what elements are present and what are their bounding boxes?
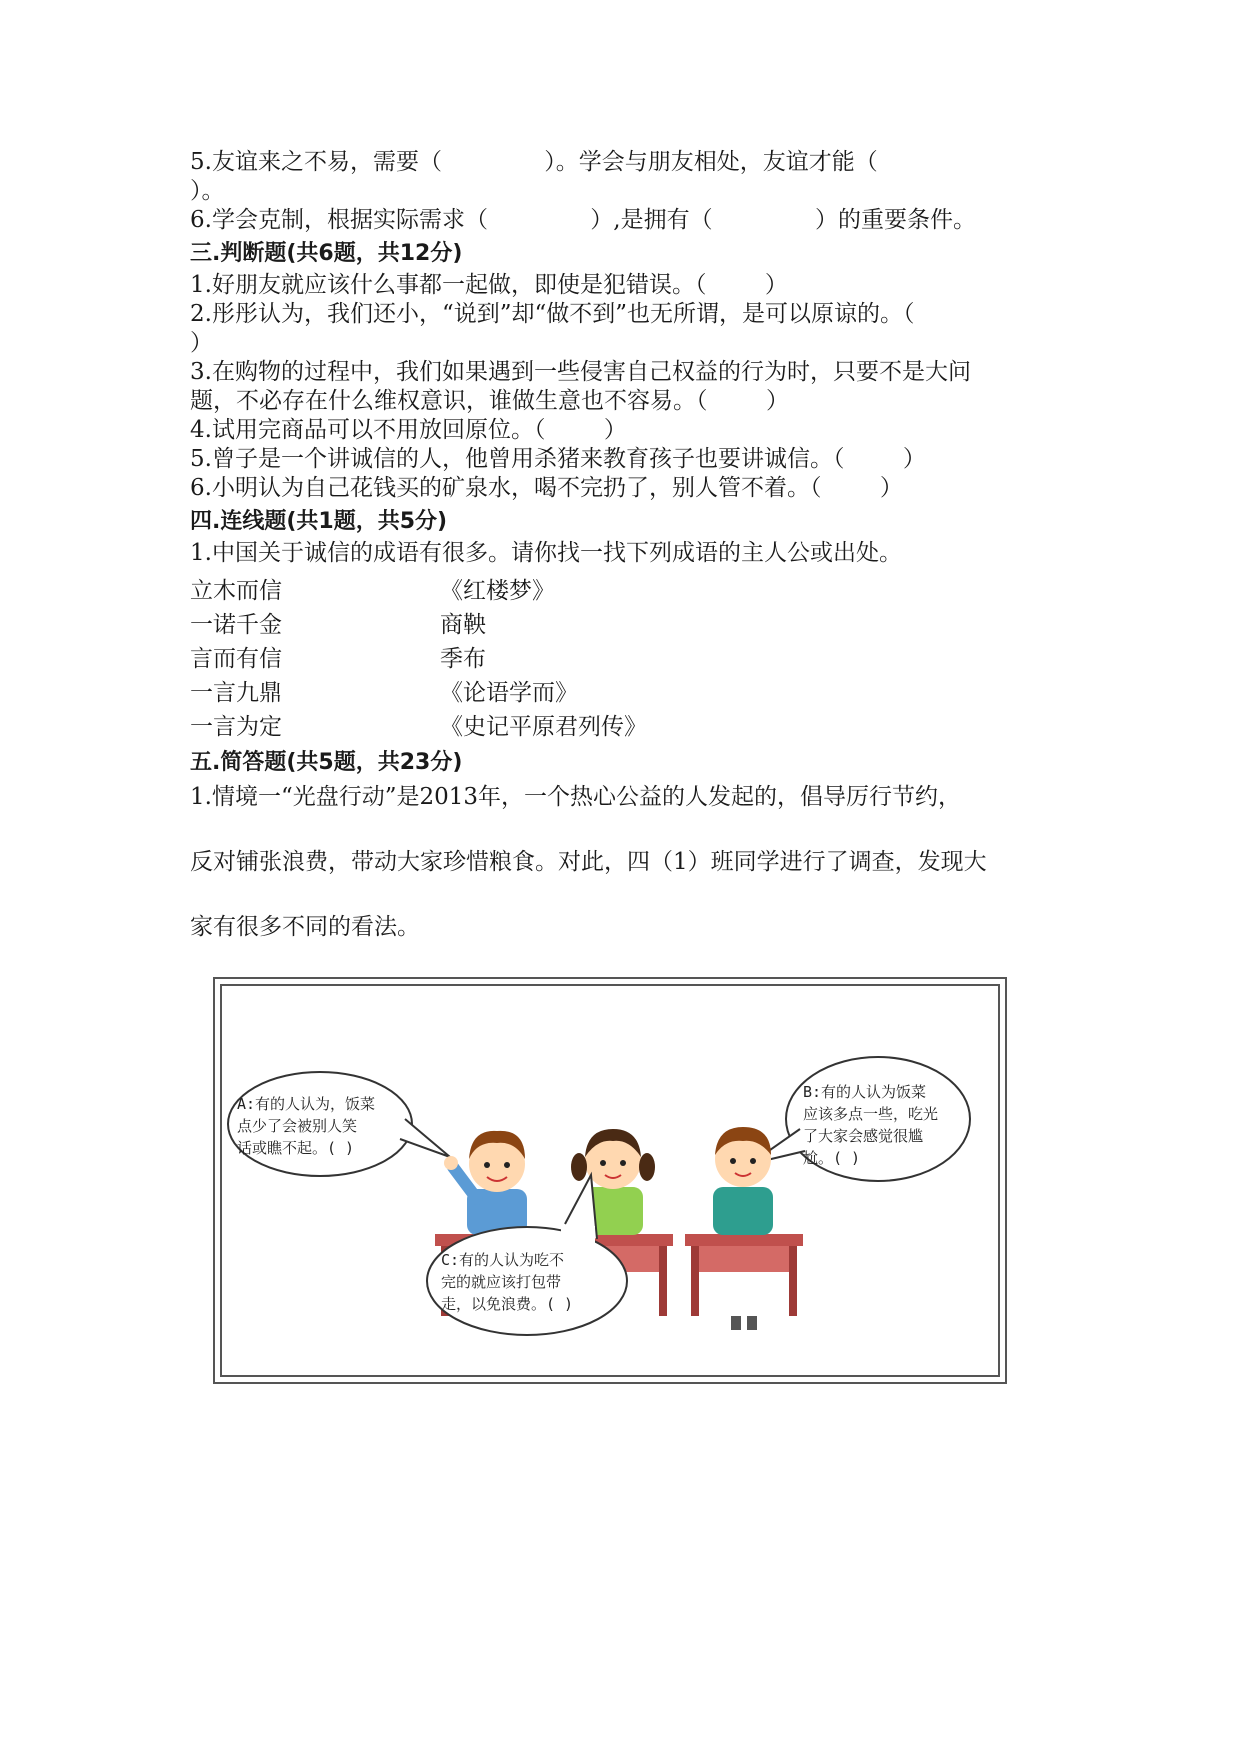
bubble-c-line: 走，以免浪费。( ) (441, 1295, 574, 1313)
bubble-b-line: 应该多点一些，吃光 (803, 1105, 939, 1123)
source: 商鞅 (440, 612, 486, 638)
matching-row (190, 642, 1070, 676)
source: 《史记平原君列传》 (440, 714, 647, 740)
judge-item: 3.在购物的过程中，我们如果遇到一些侵害自己权益的行为时，只要不是大问 (190, 359, 971, 385)
idiom: 言而有信 (190, 646, 282, 672)
source: 《论语学而》 (440, 680, 578, 706)
bubble-b-line: 尬。( ) (803, 1149, 861, 1167)
matching-row (190, 608, 1070, 642)
short-answer-line: 家有很多不同的看法。 (190, 914, 420, 940)
bubble-c-line: 完的就应该打包带 (441, 1273, 562, 1291)
section4-heading: 四.连线题(共1题，共5分) (190, 509, 448, 534)
short-answer-line: 1.情境一“光盘行动”是2013年，一个热心公益的人发起的，倡导厉行节约， (190, 784, 961, 810)
judge-item: 题，不必存在什么维权意识，谁做生意也不容易。（ ） (190, 388, 789, 414)
judge-item: 2.彤彤认为，我们还小，“说到”却“做不到”也无所谓，是可以原谅的。（ (190, 301, 915, 327)
judge-item: ） (190, 330, 213, 356)
bubble-b-line: B:有的人认为饭菜 (803, 1083, 927, 1101)
judge-item: 4.试用完商品可以不用放回原位。（ ） (190, 417, 627, 443)
section5-heading: 五.简答题(共5题，共23分) (190, 750, 463, 775)
boy-left (444, 1131, 527, 1235)
boy-right (713, 1127, 773, 1330)
bubble-c-line: C:有的人认为吃不 (441, 1251, 565, 1269)
bubble-b-line: 了大家会感觉很尴 (803, 1127, 924, 1145)
q5-line2: ）。 (190, 178, 225, 204)
judge-item: 6.小明认为自己花钱买的矿泉水，喝不完扔了，别人管不着。（ ） (190, 475, 903, 501)
speech-bubble-a (228, 1072, 450, 1176)
q5-line1: 5.友谊来之不易，需要（ ）。学会与朋友相处，友谊才能（ (190, 149, 878, 175)
bubble-a-line: 点少了会被别人笑 (237, 1117, 358, 1135)
idiom: 一言为定 (190, 714, 282, 740)
judge-item: 1.好朋友就应该什么事都一起做，即使是犯错误。（ ） (190, 272, 788, 298)
worksheet-page (190, 148, 1070, 944)
section3-heading: 三.判断题(共6题，共12分) (190, 241, 463, 266)
short-answer-line: 反对铺张浪费，带动大家珍惜粮食。对此，四（1）班同学进行了调查，发现大 (190, 849, 987, 875)
idiom: 一诺千金 (190, 612, 282, 638)
illustration-canvas (215, 979, 1005, 1382)
speech-bubble-b (750, 1057, 970, 1181)
judge-item: 5.曾子是一个讲诚信的人，他曾用杀猪来教育孩子也要讲诚信。（ ） (190, 446, 926, 472)
source: 《红楼梦》 (440, 578, 555, 604)
q6: 6.学会克制，根据实际需求（ ）,是拥有（ ）的重要条件。 (190, 207, 976, 233)
source: 季布 (440, 646, 486, 672)
matching-list (190, 574, 1070, 744)
matching-row (190, 710, 1070, 744)
idiom: 一言九鼎 (190, 680, 282, 706)
matching-row (190, 574, 1070, 608)
desk-right (685, 1234, 803, 1316)
bubble-a-line: A:有的人认为，饭菜 (237, 1095, 376, 1113)
classroom-illustration (213, 977, 1007, 1384)
matching-question: 1.中国关于诚信的成语有很多。请你找一找下列成语的主人公或出处。 (190, 540, 902, 566)
idiom: 立木而信 (190, 578, 282, 604)
bubble-a-line: 话或瞧不起。( ) (237, 1139, 355, 1157)
matching-row (190, 676, 1070, 710)
